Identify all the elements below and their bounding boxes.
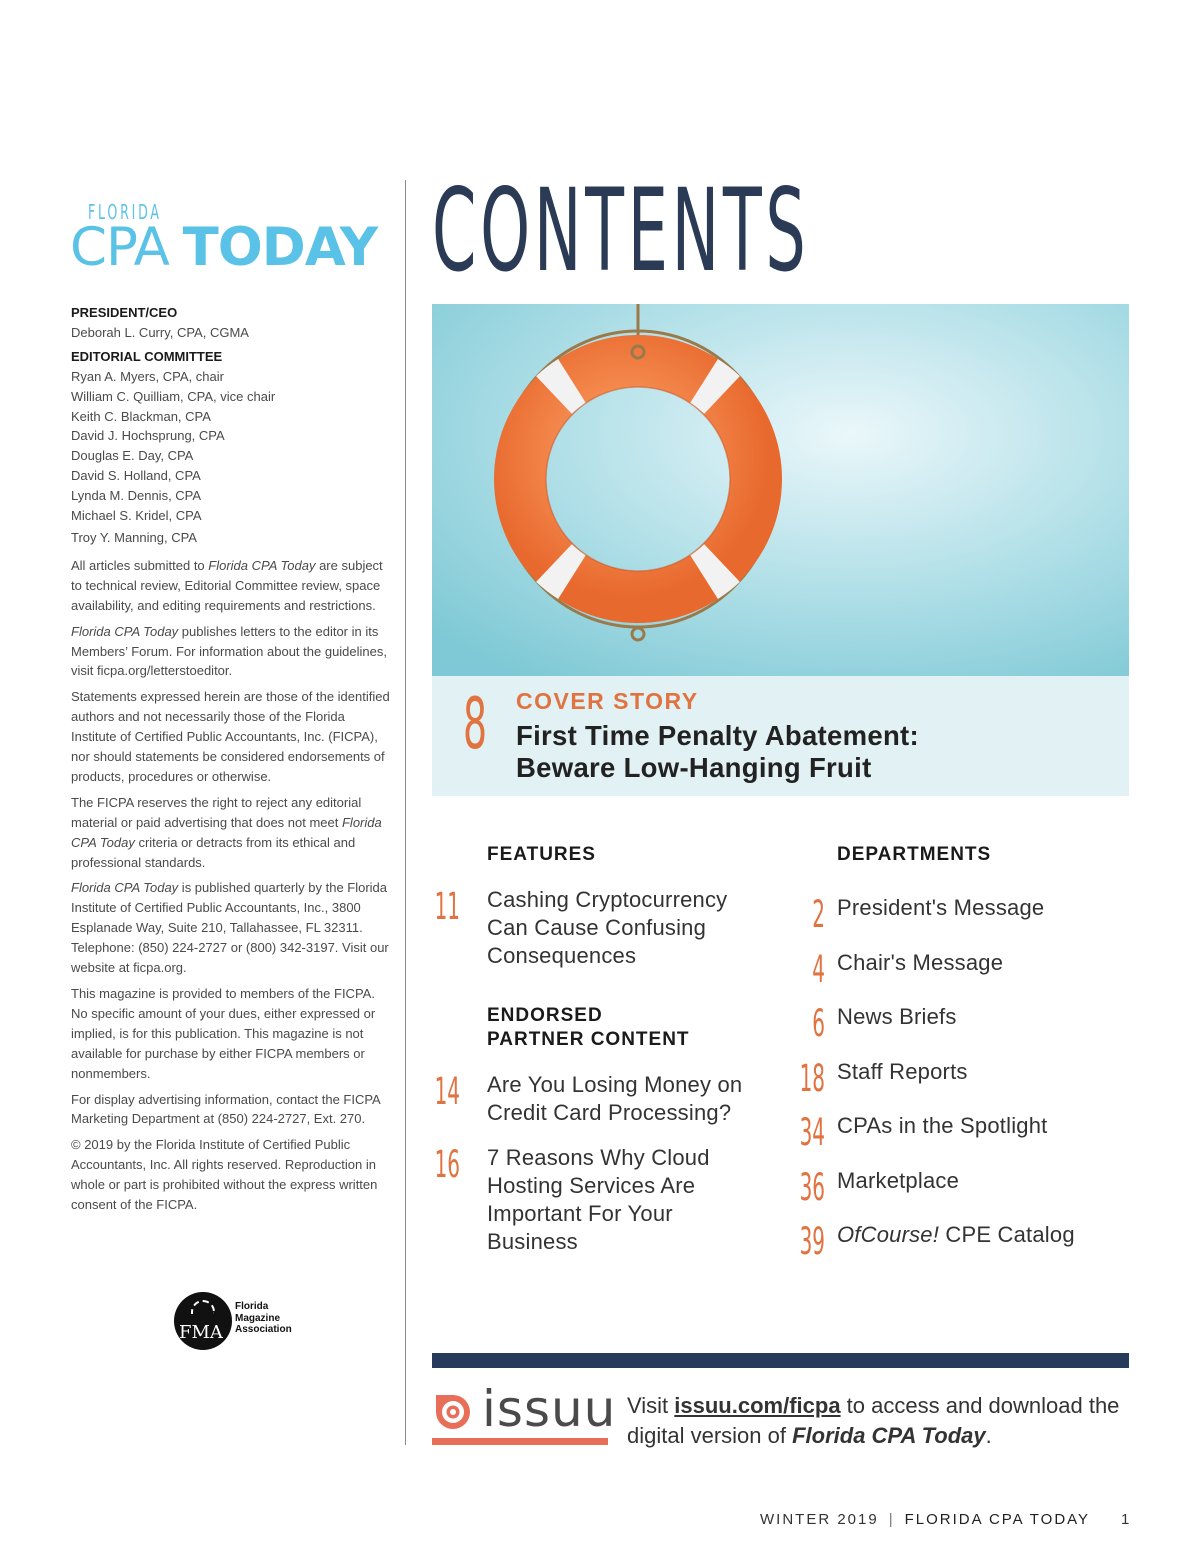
endorsed-title[interactable]: 7 Reasons Why Cloud Hosting Services Are Important For Your Business bbox=[487, 1145, 710, 1254]
divider-bar bbox=[432, 1353, 1129, 1368]
issue-date: WINTER 2019 bbox=[760, 1511, 879, 1528]
committee-member: William C. Quilliam, CPA, vice chair bbox=[71, 388, 276, 404]
copyright: © 2019 by the Florida Institute of Certified Public Accountants, Inc. All rights reserved. Reproduction in whole or part is prohibited without the express written consent of the FICPA. bbox=[71, 1137, 378, 1213]
page-number: 1 bbox=[1121, 1511, 1130, 1528]
logo-cpa: CPA bbox=[70, 217, 169, 278]
committee-member: David J. Hochsprung, CPA bbox=[71, 428, 225, 444]
issuu-promo-text: Visit issuu.com/ficpa to access and download the digital version of Florida CPA Today. bbox=[627, 1393, 1120, 1448]
committee-member: Michael S. Kridel, CPA bbox=[71, 508, 202, 524]
logo-florida: FLORIDA bbox=[88, 200, 162, 224]
president-name: Deborah L. Curry, CPA, CGMA bbox=[71, 324, 249, 340]
department-title[interactable]: Staff Reports bbox=[837, 1059, 968, 1084]
column-divider bbox=[405, 180, 406, 1445]
committee-list bbox=[71, 367, 391, 548]
fma-name: Florida Magazine Association bbox=[235, 1301, 292, 1335]
department-page-number: 39 bbox=[799, 1220, 825, 1263]
issuu-wordmark: issuu bbox=[482, 1380, 617, 1438]
committee-label: EDITORIAL COMMITTEE bbox=[71, 348, 223, 364]
footer-publication: FLORIDA CPA TODAY bbox=[904, 1511, 1091, 1528]
committee-member: David S. Holland, CPA bbox=[71, 468, 201, 484]
member-distribution: This magazine is provided to members of the FICPA. No specific amount of your dues, either expressed or implied, is for this publication. This magazine is not available for purchase by either FICPA members or nonmembers. bbox=[71, 986, 376, 1081]
fma-emblem bbox=[174, 1292, 232, 1350]
department-title[interactable]: CPAs in the Spotlight bbox=[837, 1113, 1048, 1138]
department-title[interactable]: News Briefs bbox=[837, 1004, 957, 1029]
endorsed-page-number: 16 bbox=[434, 1143, 460, 1186]
department-title[interactable]: Chair's Message bbox=[837, 950, 1004, 975]
feature-title[interactable]: Cashing Cryptocurrency Can Cause Confusing Consequences bbox=[487, 887, 728, 968]
statements-disclaimer: Statements expressed herein are those of the identified authors and not necessarily those of the Florida Institute of Certified Public Accountants, Inc. (FICPA), nor should statements be considered endorsements of products, procedures or otherwise. bbox=[71, 689, 390, 784]
committee-member: Lynda M. Dennis, CPA bbox=[71, 488, 202, 504]
department-page-number: 34 bbox=[799, 1111, 825, 1154]
department-title[interactable]: OfCourse! CPE Catalog bbox=[837, 1222, 1075, 1247]
page-title: CONTENTS bbox=[432, 164, 810, 297]
sunburst-icon bbox=[191, 1300, 215, 1314]
cover-story-label: COVER STORY bbox=[516, 688, 699, 714]
department-page-number: 4 bbox=[812, 948, 825, 991]
endorsed-page-number: 14 bbox=[434, 1070, 460, 1113]
issuu-link[interactable]: issuu.com/ficpa bbox=[674, 1393, 841, 1418]
logo-today: TODAY bbox=[182, 217, 378, 278]
fma-abbr: FMA bbox=[179, 1322, 223, 1343]
cover-story-title[interactable]: First Time Penalty Abatement: Beware Low-Hanging Fruit bbox=[516, 720, 919, 783]
department-page-number: 36 bbox=[799, 1166, 825, 1209]
cover-story-page: 8 bbox=[463, 683, 488, 765]
departments-heading: DEPARTMENTS bbox=[837, 844, 992, 865]
page-footer bbox=[760, 1511, 1090, 1528]
department-title[interactable]: President's Message bbox=[837, 895, 1045, 920]
feature-page-number: 11 bbox=[434, 885, 460, 928]
endorsed-heading: ENDORSED PARTNER CONTENT bbox=[487, 1005, 690, 1050]
florida-cpa-today-logo bbox=[70, 200, 395, 278]
masthead bbox=[71, 303, 391, 1215]
issuu-logo[interactable] bbox=[432, 1380, 617, 1446]
rejection-policy: The FICPA reserves the right to reject any editorial material or paid advertising that does not meet Florida CPA Today criteria or detracts from its ethical and professional standards. bbox=[71, 794, 382, 870]
advertising-info: For display advertising information, contact the FICPA Marketing Department at (850) 224-2727, Ext. 270. bbox=[71, 1091, 381, 1127]
footer-separator: | bbox=[888, 1511, 895, 1528]
committee-member: Ryan A. Myers, CPA, chair bbox=[71, 368, 224, 384]
issuu-underline bbox=[432, 1438, 608, 1445]
life-ring-illustration bbox=[432, 304, 1129, 676]
committee-member: Keith C. Blackman, CPA bbox=[71, 408, 211, 424]
endorsed-title[interactable]: Are You Losing Money on Credit Card Processing? bbox=[487, 1072, 743, 1125]
letters-policy: Florida CPA Today publishes letters to the editor in its Members’ Forum. For information about the guidelines, visit ficpa.org/letterstoeditor. bbox=[71, 623, 387, 679]
president-label: PRESIDENT/CEO bbox=[71, 305, 178, 320]
submission-policy: All articles submitted to Florida CPA Today are subject to technical review, Editorial Committee review, space availability, and editing requirements and restrictions. bbox=[71, 557, 383, 613]
publisher-info: Florida CPA Today is published quarterly by the Florida Institute of Certified Public Accountants, Inc., 3800 Esplanade Way, Suite 210, Tallahassee, FL 32311. Telephone: (850) 224-2727 or (800) 342-3197. Visit our website at ficpa.org. bbox=[71, 880, 389, 976]
committee-member: Douglas E. Day, CPA bbox=[71, 448, 194, 464]
department-page-number: 6 bbox=[812, 1002, 825, 1045]
features-heading: FEATURES bbox=[487, 844, 596, 865]
cover-image-life-ring[interactable] bbox=[432, 304, 1129, 676]
department-title[interactable]: Marketplace bbox=[837, 1168, 960, 1193]
issuu-icon bbox=[432, 1391, 474, 1433]
committee-member: Troy Y. Manning, CPA bbox=[71, 529, 197, 545]
fma-logo bbox=[174, 1292, 304, 1352]
department-page-number: 2 bbox=[812, 893, 825, 936]
department-page-number: 18 bbox=[799, 1057, 825, 1100]
